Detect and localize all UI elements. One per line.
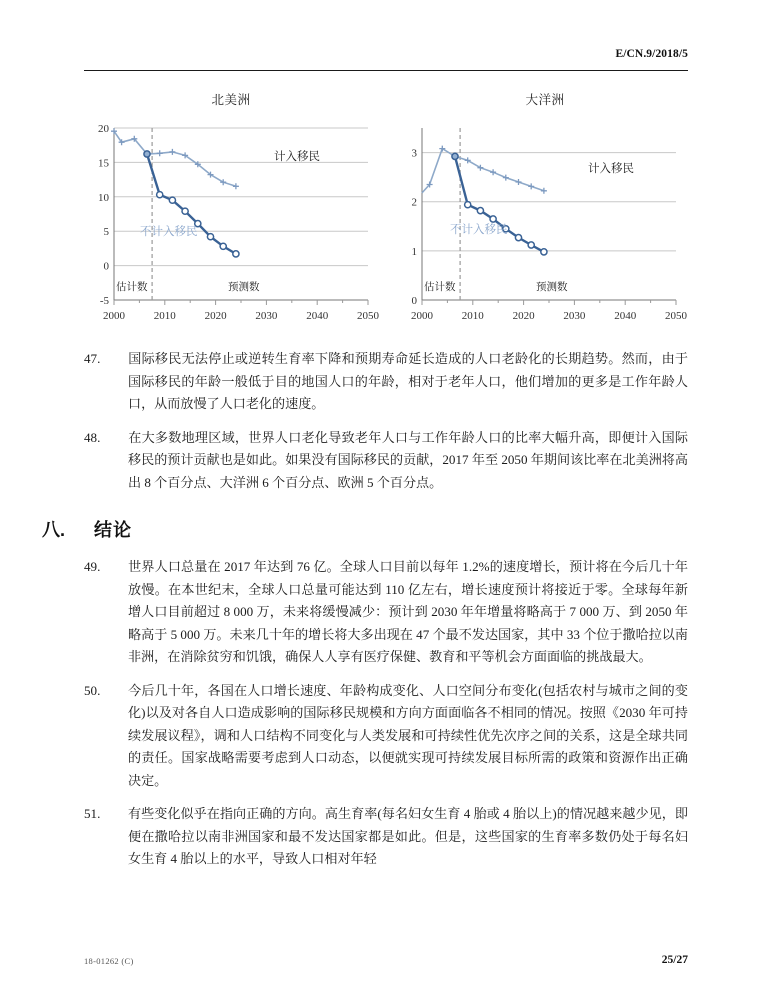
figures-row bbox=[78, 86, 698, 326]
paragraph-number: 48. bbox=[84, 429, 101, 445]
x-ticks-oceania bbox=[422, 300, 676, 305]
x-tick-label: 2000 bbox=[411, 310, 433, 322]
x-tick-label: 2040 bbox=[614, 310, 637, 322]
y-tick-label: 2 bbox=[411, 196, 417, 209]
paragraph-text: 有些变化似乎在指向正确的方向。高生育率(每名妇女生育 4 胎或 4 胎以上)的情况越来越少见，即便在撒哈拉以南非洲国家和最不发达国家都是如此。但是，这些国家的生育率多数仍处于每名妇女生育 4 胎以上的水平，导致人口相对年轻 bbox=[128, 806, 688, 866]
y-tick-label: 10 bbox=[98, 191, 109, 204]
x-ticks-north-america bbox=[114, 300, 368, 305]
page-header bbox=[84, 48, 688, 71]
footer-page-number: 25/27 bbox=[661, 954, 688, 966]
paragraph-48 bbox=[84, 427, 688, 495]
y-tick-label: 5 bbox=[103, 226, 109, 239]
series-label-with-migration: 计入移民 bbox=[588, 161, 634, 175]
y-tick-label: 0 bbox=[103, 260, 109, 273]
series-line-with-migration bbox=[114, 131, 236, 186]
section-number: 八. bbox=[42, 520, 66, 540]
series-label-with-migration: 计入移民 bbox=[274, 149, 320, 163]
series-label-without-migration: 不计入移民 bbox=[450, 222, 508, 236]
paragraph-text: 今后几十年，各国在人口增长速度、年龄构成变化、人口空间分布变化(包括农村与城市之间的变化)以及对各自人口造成影响的国际移民规模和方向方面面临各不相同的情况。按照《2030 年可持续发展议程》，调和人口结构不同变化与人类发展和可持续性优先次序之间的关系，这是全球共同的责任。国家战略需要考虑到人口动态，以便就实现可持续发展目标所需的政策和资源作出正确决定。 bbox=[128, 682, 688, 788]
paragraph-number: 51. bbox=[84, 806, 101, 821]
x-tick-label: 2040 bbox=[306, 310, 329, 322]
x-tick-label: 2010 bbox=[153, 310, 176, 322]
x-tick-label: 2030 bbox=[563, 310, 586, 322]
y-tick-label: 3 bbox=[411, 147, 417, 160]
paragraph-50 bbox=[84, 680, 688, 793]
document-symbol: E/CN.9/2018/5 bbox=[615, 48, 688, 60]
series-markers-without-migration bbox=[452, 153, 547, 255]
paragraph-51 bbox=[84, 803, 688, 871]
series-markers-without-migration bbox=[144, 151, 239, 257]
x-tick-label: 2020 bbox=[204, 310, 227, 322]
chart-north-america bbox=[78, 86, 384, 326]
annotation-projections: 预测数 bbox=[536, 281, 568, 293]
paragraph-49 bbox=[84, 556, 688, 669]
section-heading-conclusions bbox=[42, 516, 688, 542]
series-label-without-migration: 不计入移民 bbox=[140, 224, 198, 238]
x-tick-label: 2020 bbox=[512, 310, 535, 322]
x-tick-label: 2010 bbox=[461, 310, 484, 322]
chart-oceania bbox=[392, 86, 698, 326]
y-tick-label: -5 bbox=[99, 295, 109, 307]
section-title: 结论 bbox=[94, 520, 132, 540]
paragraph-text: 世界人口总量在 2017 年达到 76 亿。全球人口目前以每年 1.2%的速度增长，预计将在今后几十年放慢。在本世纪末，全球人口总量可能达到 110 亿左右，增长速度预计将接近于零。全球每年新增人口目前超过 8 000 万，未来将缓慢减少：预计到 2030 年年增量将略高于 7 000 万、到 2050 年略高于 5 000 万。未来几十年的增长将大多出现在 47 个最不发达国家，其中 33 个位于撒哈拉以南非洲，在消除贫穷和饥饿，确保人人享有医疗保健、教育和平等机会方面面临的挑战最大。 bbox=[128, 559, 688, 664]
series-line-without-migration bbox=[147, 154, 236, 254]
page-footer bbox=[84, 954, 688, 966]
x-tick-label: 2030 bbox=[255, 310, 278, 322]
x-tick-label: 2050 bbox=[357, 310, 379, 322]
gridlines-north-america bbox=[114, 128, 368, 266]
paragraph-number: 49. bbox=[84, 559, 101, 574]
paragraph-text: 在大多数地理区域，世界人口老化导致老年人口与工作年龄人口的比率大幅升高，即便计入国际移民的预计贡献也是如此。如果没有国际移民的贡献，2017 年至 2050 年期间该比率在北美洲将高出 8 个百分点、大洋洲 6 个百分点、欧洲 5 个百分点。 bbox=[128, 429, 688, 490]
y-tick-label: 15 bbox=[98, 157, 109, 170]
chart-svg-oceania bbox=[392, 118, 698, 323]
document-body bbox=[42, 348, 688, 882]
chart-svg-north-america bbox=[78, 118, 384, 323]
plot-area-oceania bbox=[392, 118, 698, 323]
paragraph-number: 47. bbox=[84, 351, 101, 366]
chart-title-oceania: 大洋洲 bbox=[525, 92, 565, 107]
chart-title-north-america: 北美洲 bbox=[211, 92, 251, 107]
footer-job-number: 18-01262 (C) bbox=[84, 956, 134, 966]
paragraph-number: 50. bbox=[84, 682, 101, 698]
series-line-with-migration bbox=[422, 149, 544, 193]
plot-area-north-america bbox=[78, 118, 384, 323]
y-tick-label: 1 bbox=[411, 245, 417, 258]
annotation-projections: 预测数 bbox=[228, 281, 260, 293]
x-tick-label: 2050 bbox=[665, 310, 687, 322]
annotation-estimates: 估计数 bbox=[116, 281, 148, 293]
paragraph-47 bbox=[84, 348, 688, 416]
x-tick-label: 2000 bbox=[103, 310, 125, 322]
paragraph-text: 国际移民无法停止或逆转生育率下降和预期寿命延长造成的人口老龄化的长期趋势。然而，由于国际移民的年龄一般低于目的地国人口的年龄，相对于老年人口，他们增加的更多是工作年龄人口，从而放慢了人口老化的速度。 bbox=[128, 351, 688, 411]
y-tick-label: 20 bbox=[98, 123, 109, 135]
annotation-estimates: 估计数 bbox=[424, 281, 456, 293]
y-tick-label: 0 bbox=[411, 295, 417, 307]
